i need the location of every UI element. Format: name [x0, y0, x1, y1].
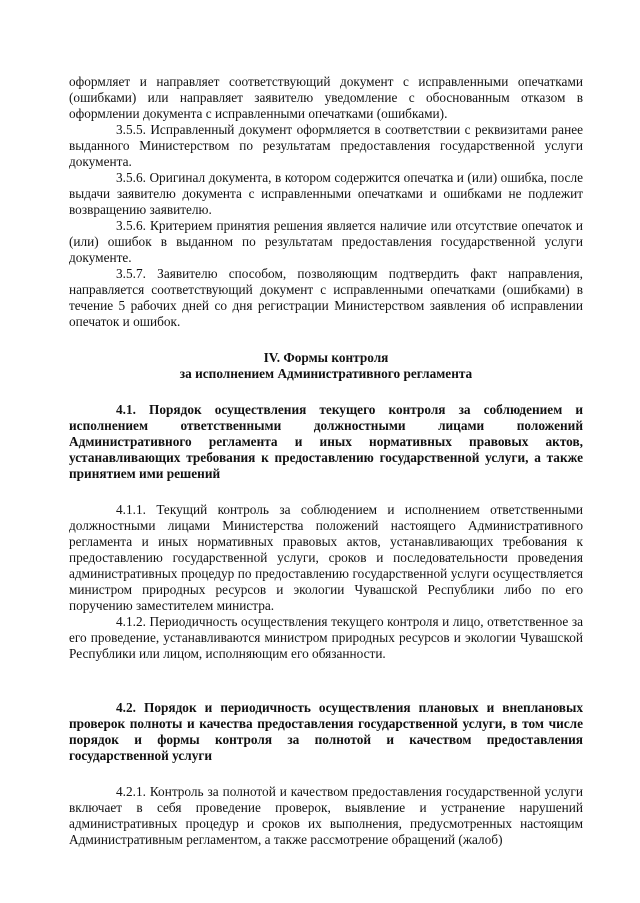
- spacer: [69, 382, 583, 402]
- paragraph-continued: оформляет и направляет соответствующий документ с исправленными опечатками (ошибками) или направляет заявителю уведомление с обоснованным отказом в оформлении документа с исправленными опечатками (ошибками).: [69, 74, 583, 121]
- spacer: [69, 330, 583, 350]
- paragraph-4-2-1: 4.2.1. Контроль за полнотой и качеством предоставления государственной услуги включает в себя проведение проверок, выявление и устранение нарушений административных процедур и сроков их выполнения, предусмотренных настоящим Административным регламентом, а также рассмотрение обращений (жалоб): [69, 784, 583, 847]
- paragraph-3-5-6-criteria: 3.5.6. Критерием принятия решения является наличие или отсутствие опечаток и (или) ошибок в выданном по результатам предоставления государственной услуги документе.: [69, 218, 583, 265]
- spacer: [69, 662, 583, 700]
- subsection-heading-4-1: 4.1. Порядок осуществления текущего контроля за соблюдением и исполнением ответственными должностными лицами положений Административного регламента и иных нормативных правовых актов, устанавливающих требования к предоставлению государственной услуги, а также принятием ими решений: [69, 402, 583, 481]
- paragraph-4-1-1: 4.1.1. Текущий контроль за соблюдением и исполнением ответственными должностными лицами Министерства положений настоящего Административного регламента и иных нормативных правовых актов, устанавливающих требования к предоставлению государственной услуги, сроков и последовательности проведения административных процедур по предоставлению государственной услуги осуществляется министром природных ресурсов и экологии Чувашской Республики либо по его поручению заместителем министра.: [69, 502, 583, 613]
- paragraph-3-5-5: 3.5.5. Исправленный документ оформляется в соответствии с реквизитами ранее выданного Министерством по результатам предоставления государственной услуги документа.: [69, 122, 583, 169]
- section-title-line-1: IV. Формы контроля: [263, 350, 389, 365]
- document-page: [69, 74, 583, 848]
- section-title-line-2: за исполнением Административного регламента: [179, 366, 473, 381]
- spacer: [69, 482, 583, 502]
- subsection-heading-4-2: 4.2. Порядок и периодичность осуществления плановых и внеплановых проверок полноты и качества предоставления государственной услуги, в том числе порядок и формы контроля за полнотой и качеством предоставления государственной услуги: [69, 700, 583, 763]
- paragraph-3-5-6: 3.5.6. Оригинал документа, в котором содержится опечатка и (или) ошибка, после выдачи заявителю документа с исправленными опечатками и ошибками не подлежит возвращению заявителю.: [69, 170, 583, 217]
- spacer: [69, 764, 583, 784]
- paragraph-3-5-7: 3.5.7. Заявителю способом, позволяющим подтвердить факт направления, направляется соответствующий документ с исправленными опечатками (ошибками) в течение 5 рабочих дней со дня регистрации Министерством заявления об исправлении опечаток и ошибок.: [69, 266, 583, 329]
- paragraph-4-1-2: 4.1.2. Периодичность осуществления текущего контроля и лицо, ответственное за его проведение, устанавливаются министром природных ресурсов и экологии Чувашской Республики или лицом, исполняющим его обязанности.: [69, 614, 583, 661]
